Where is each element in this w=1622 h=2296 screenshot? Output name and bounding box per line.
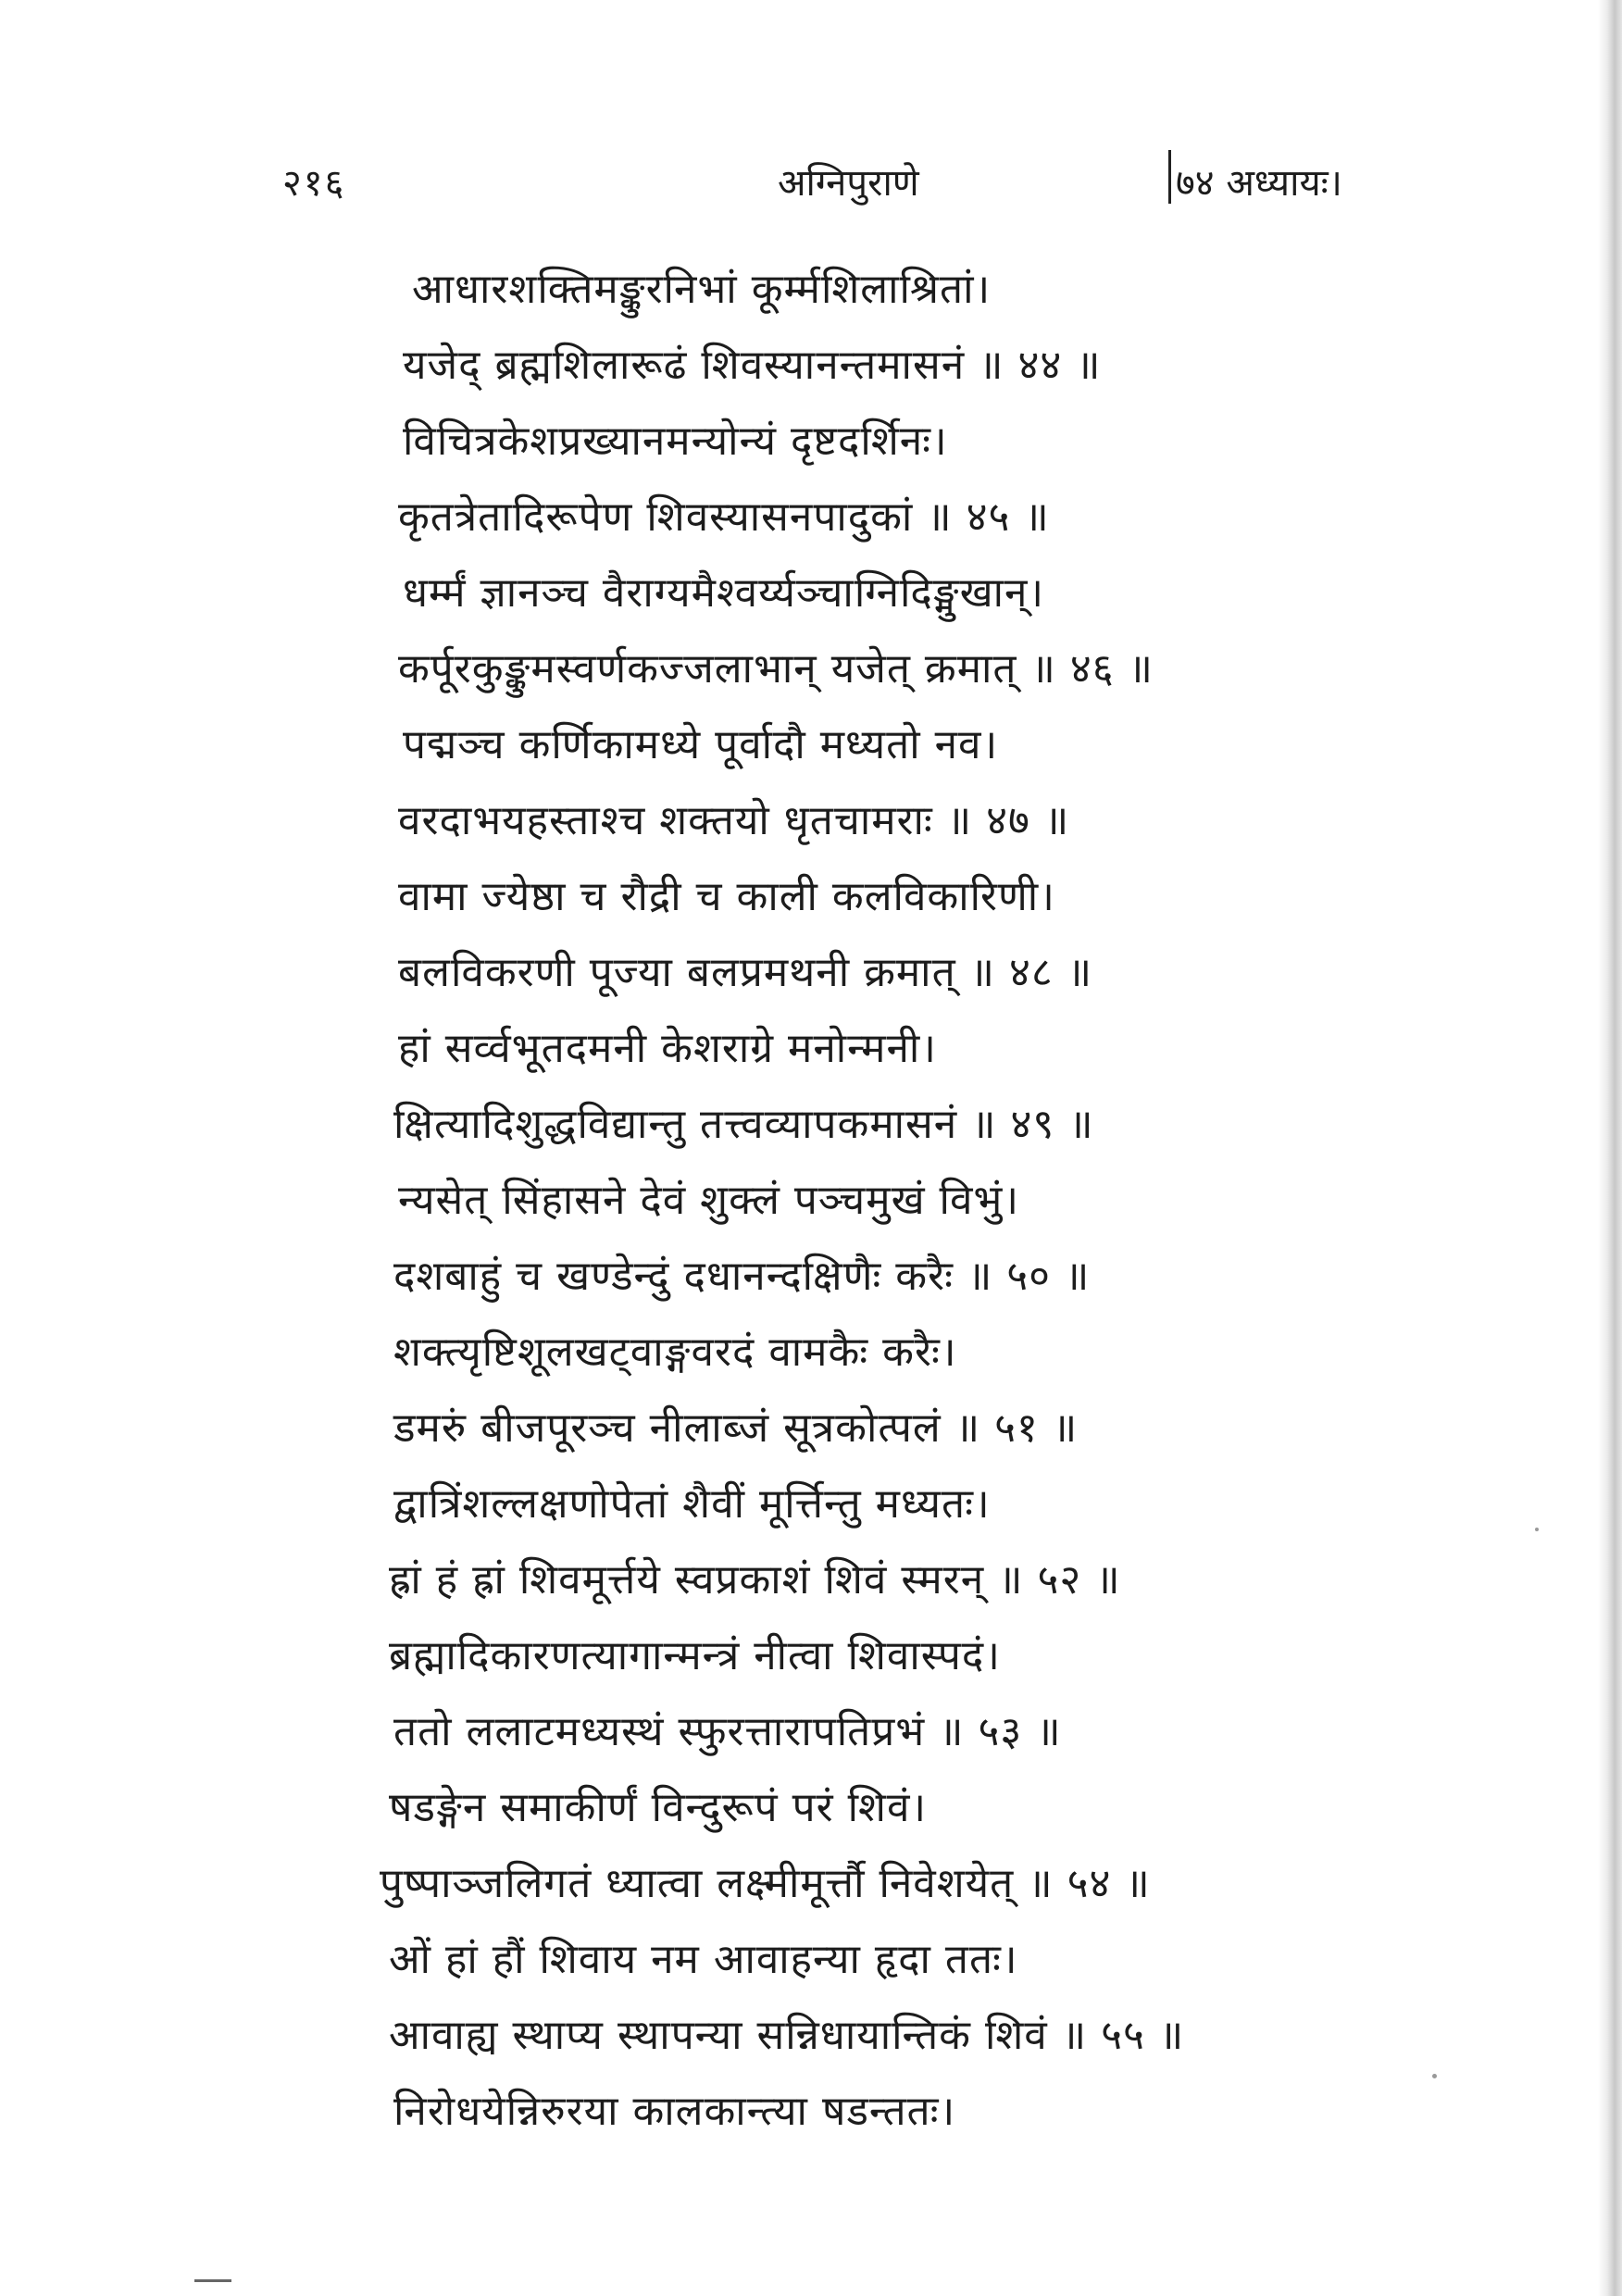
verse-line: निरोधयेन्निरुरया कालकान्त्या षडन्ततः। (393, 2088, 956, 2135)
verse-line: ह्रां हं ह्रां शिवमूर्त्तये स्वप्रकाशं शिवं स्मरन् ॥ ५२ ॥ (389, 1556, 1121, 1603)
verse-line: कृतत्रेतादिरूपेण शिवस्यासनपादुकां ॥ ४५ ॥ (398, 493, 1050, 541)
verse-line: ओं हां हौं शिवाय नम आवाहन्या हृदा ततः। (389, 1936, 1018, 1983)
scan-mark (194, 2279, 231, 2282)
verse-line: वामा ज्येष्ठा च रौद्री च काली कलविकारिणी। (398, 873, 1055, 920)
verse-line: शक्त्यृष्टिशूलखट्वाङ्गवरदं वामकैः करैः। (393, 1329, 957, 1376)
verse-line: वरदाभयहस्ताश्च शक्तयो धृतचामराः ॥ ४७ ॥ (398, 797, 1070, 844)
verse-line: ततो ललाटमध्यस्थं स्फुरत्तारापतिप्रभं ॥ ५३ ॥ (393, 1708, 1062, 1755)
scan-speck (1535, 1528, 1539, 1531)
verse-line: आधारशक्तिमङ्कुरनिभां कूर्म्मशिलाश्रितां। (412, 266, 992, 313)
scan-speck (1432, 2074, 1437, 2078)
running-title: अग्निपुराणे (778, 162, 919, 205)
verse-line: धर्म्मं ज्ञानञ्च वैराग्यमैश्वर्य्यञ्चाग्निदिङ्मुखान्। (403, 569, 1045, 617)
verse-line: कर्पूरकुङ्कुमस्वर्णकज्जलाभान् यजेत् क्रमात् ॥ ४६ ॥ (398, 645, 1154, 693)
header-divider (1168, 150, 1171, 204)
verse-line: पद्मञ्च कर्णिकामध्ये पूर्वादौ मध्यतो नव। (403, 721, 999, 768)
verse-line: डमरुं बीजपूरञ्च नीलाब्जं सूत्रकोत्पलं ॥ ५१ ॥ (393, 1404, 1079, 1452)
verse-line: यजेद् ब्रह्मशिलारूढं शिवस्यानन्तमासनं ॥ ४४ ॥ (403, 342, 1102, 389)
verse-line: षडङ्गेन समाकीर्णं विन्दुरूपं परं शिवं। (389, 1784, 928, 1831)
verse-line: पुष्पाञ्जलिगतं ध्यात्वा लक्ष्मीमूर्त्तौ निवेशयेत् ॥ ५४ ॥ (380, 1860, 1151, 1907)
verse-line: द्वात्रिंशल्लक्षणोपेतां शैवीं मूर्त्तिन्तु मध्यतः। (393, 1480, 991, 1528)
verse-line: बलविकरणी पूज्या बलप्रमथनी क्रमात् ॥ ४८ ॥ (398, 949, 1093, 996)
verse-line: न्यसेत् सिंहासने देवं शुक्लं पञ्चमुखं विभुं। (398, 1177, 1020, 1224)
verse-line: आवाह्य स्थाप्य स्थापन्या सन्निधायान्तिकं शिवं ॥ ५५ ॥ (389, 2012, 1185, 2059)
verse-line: विचित्रकेशप्रख्यानमन्योन्यं दृष्टदर्शिनः। (403, 418, 948, 465)
verse-line: क्षित्यादिशुद्धविद्यान्तु तत्त्वव्यापकमासनं ॥ ४९ ॥ (393, 1101, 1094, 1148)
verse-line: हां सर्व्वभूतदमनी केशराग्रे मनोन्मनी। (398, 1025, 937, 1072)
verse-line: ब्रह्मादिकारणत्यागान्मन्त्रं नीत्वा शिवास्पदं। (389, 1632, 1001, 1679)
chapter-label: ७४ अध्यायः। (1176, 162, 1342, 205)
page-number: २१६ (282, 162, 346, 205)
page-edge-shadow (1598, 0, 1622, 2296)
verse-line: दशबाहुं च खण्डेन्दुं दधानन्दक्षिणैः करैः ॥ ५० ॥ (393, 1253, 1091, 1300)
